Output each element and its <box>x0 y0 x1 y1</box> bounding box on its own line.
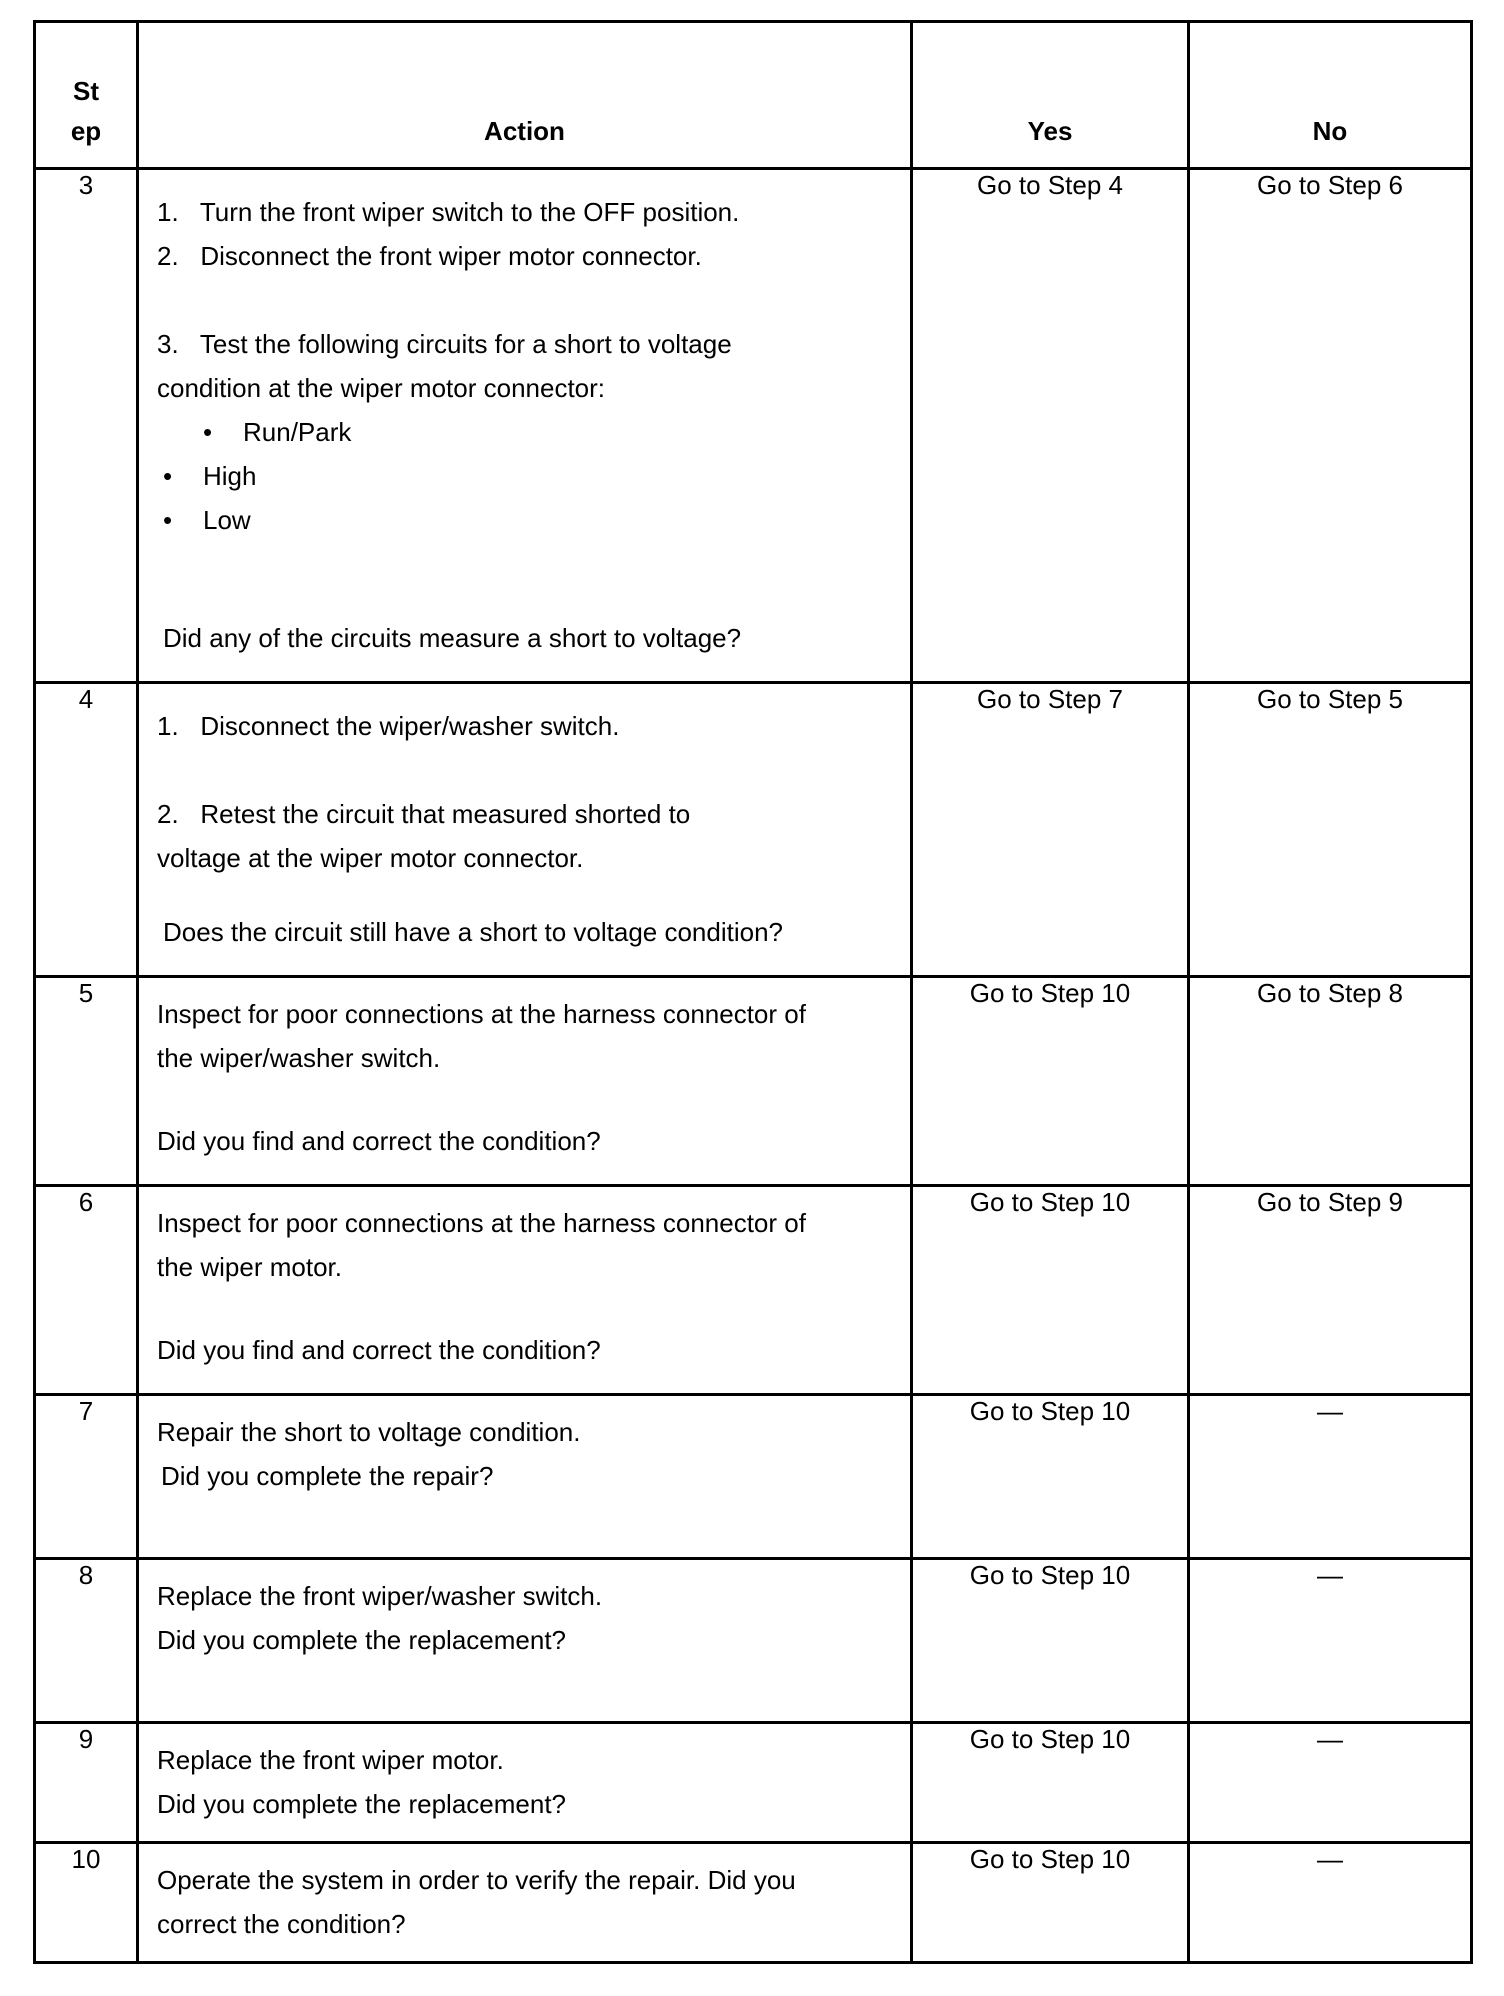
step-number: 4 <box>35 683 138 977</box>
action-cell <box>138 1395 912 1559</box>
action-line: 2. Retest the circuit that measured shorted to <box>157 799 691 829</box>
action-line: Did you complete the replacement? <box>157 1789 567 1819</box>
action-line: voltage at the wiper motor connector. <box>157 843 584 873</box>
action-line: the wiper motor. <box>157 1252 342 1282</box>
header-row <box>35 22 1472 169</box>
action-line: 1. Disconnect the wiper/washer switch. <box>157 711 620 741</box>
action-line: correct the condition? <box>157 1909 406 1939</box>
yes-result: Go to Step 10 <box>912 1723 1189 1843</box>
yes-result: Go to Step 10 <box>912 1395 1189 1559</box>
table-row <box>35 1843 1472 1963</box>
header-action: Action <box>138 22 912 169</box>
step-number: 5 <box>35 977 138 1186</box>
action-line: Inspect for poor connections at the harness connector of <box>157 1208 806 1238</box>
no-result: Go to Step 5 <box>1189 683 1472 977</box>
no-result: — <box>1189 1843 1472 1963</box>
action-line: condition at the wiper motor connector: <box>157 373 606 403</box>
header-yes: Yes <box>912 22 1189 169</box>
yes-result: Go to Step 4 <box>912 169 1189 683</box>
yes-result: Go to Step 10 <box>912 1186 1189 1395</box>
bullet-item: • Run/Park <box>203 417 352 447</box>
action-line: 2. Disconnect the front wiper motor connector. <box>157 241 702 271</box>
no-result: — <box>1189 1723 1472 1843</box>
action-cell <box>138 977 912 1186</box>
action-line: 3. Test the following circuits for a short to voltage <box>157 329 732 359</box>
action-line: Inspect for poor connections at the harness connector of <box>157 999 806 1029</box>
action-line: Operate the system in order to verify the repair. Did you <box>157 1865 796 1895</box>
action-cell <box>138 1559 912 1723</box>
header-step-line1: St <box>73 76 99 106</box>
step-number: 9 <box>35 1723 138 1843</box>
action-cell <box>138 683 912 977</box>
action-question: Did any of the circuits measure a short to voltage? <box>163 623 742 653</box>
bullet-item: • Low <box>163 505 251 535</box>
step-number: 10 <box>35 1843 138 1963</box>
action-line: 1. Turn the front wiper switch to the OFF position. <box>157 197 740 227</box>
action-question: Did you find and correct the condition? <box>157 1335 601 1365</box>
action-line: Did you complete the replacement? <box>157 1625 567 1655</box>
yes-result: Go to Step 10 <box>912 1843 1189 1963</box>
table-row <box>35 1723 1472 1843</box>
action-question: Does the circuit still have a short to voltage condition? <box>163 917 784 947</box>
action-cell <box>138 1843 912 1963</box>
diagnostic-table <box>33 20 1473 1964</box>
no-result: Go to Step 9 <box>1189 1186 1472 1395</box>
no-result: Go to Step 8 <box>1189 977 1472 1186</box>
step-number: 7 <box>35 1395 138 1559</box>
header-no: No <box>1189 22 1472 169</box>
no-result: — <box>1189 1395 1472 1559</box>
table-row <box>35 683 1472 977</box>
step-number: 8 <box>35 1559 138 1723</box>
action-line: Repair the short to voltage condition. <box>157 1417 581 1447</box>
action-line: Replace the front wiper motor. <box>157 1745 504 1775</box>
yes-result: Go to Step 7 <box>912 683 1189 977</box>
table-row <box>35 1395 1472 1559</box>
no-result: Go to Step 6 <box>1189 169 1472 683</box>
action-cell <box>138 169 912 683</box>
yes-result: Go to Step 10 <box>912 977 1189 1186</box>
table-row <box>35 977 1472 1186</box>
action-line: Did you complete the repair? <box>161 1461 494 1491</box>
table-row <box>35 1559 1472 1723</box>
header-step <box>35 22 138 169</box>
table-row <box>35 169 1472 683</box>
step-number: 3 <box>35 169 138 683</box>
action-cell <box>138 1186 912 1395</box>
action-line: the wiper/washer switch. <box>157 1043 441 1073</box>
table-row <box>35 1186 1472 1395</box>
action-line: Replace the front wiper/washer switch. <box>157 1581 603 1611</box>
action-question: Did you find and correct the condition? <box>157 1126 601 1156</box>
action-cell <box>138 1723 912 1843</box>
step-number: 6 <box>35 1186 138 1395</box>
bullet-item: • High <box>163 461 257 491</box>
yes-result: Go to Step 10 <box>912 1559 1189 1723</box>
no-result: — <box>1189 1559 1472 1723</box>
header-step-line2: ep <box>70 116 102 146</box>
